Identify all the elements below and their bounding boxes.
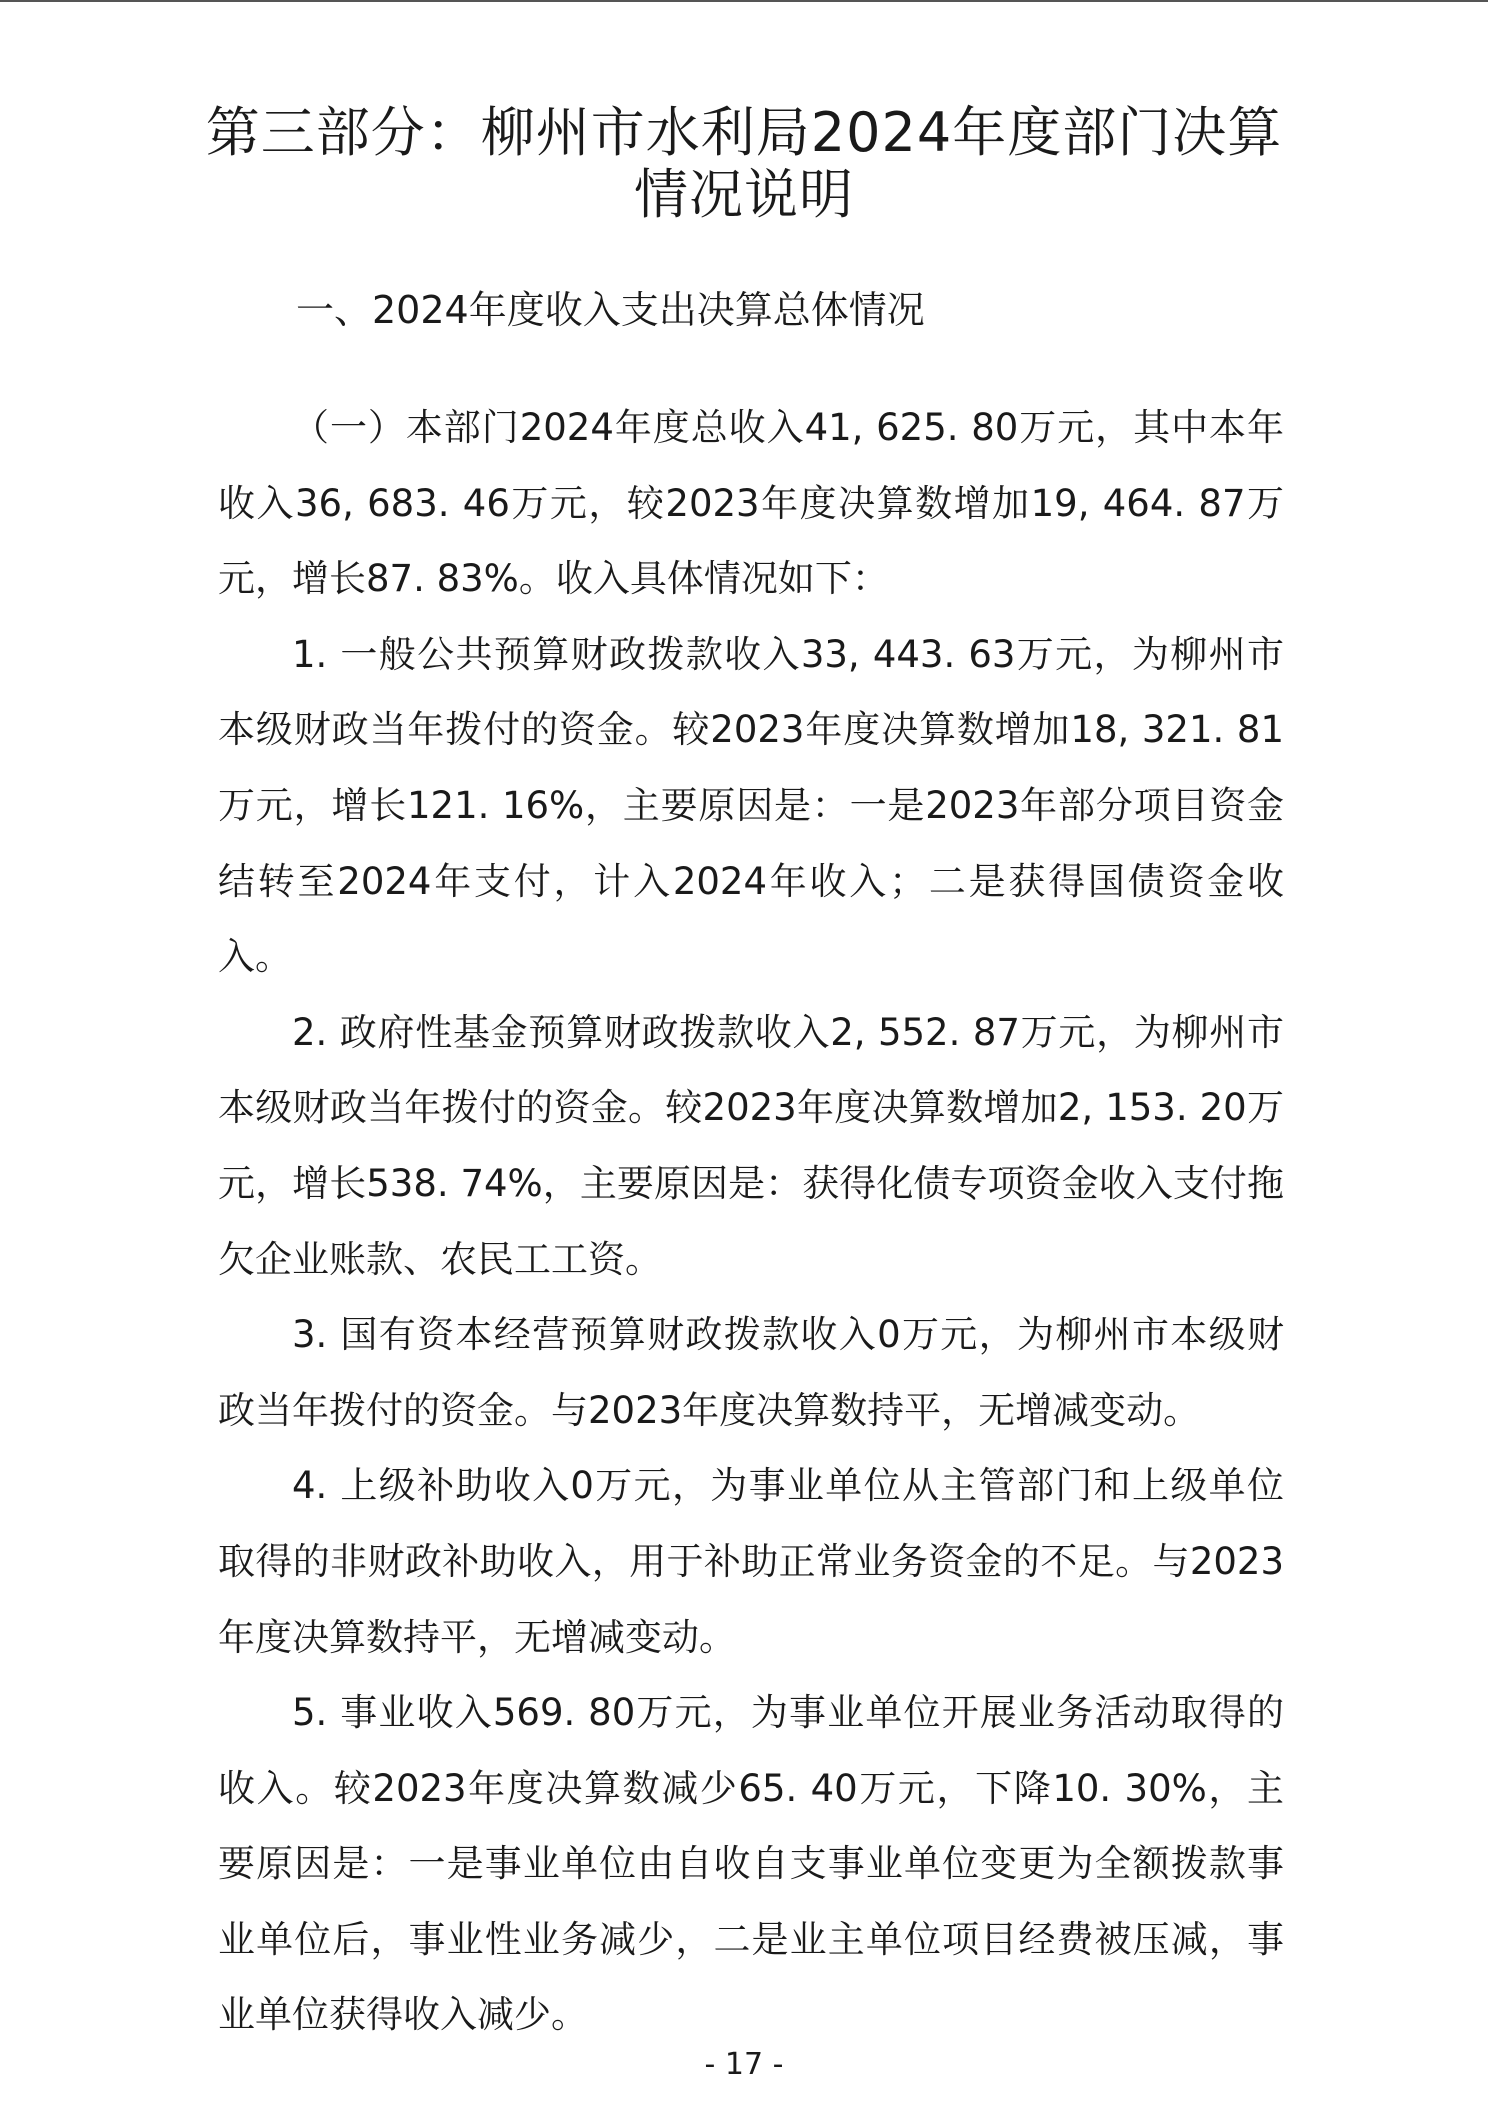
paragraph-total-income: （一）本部门2024年度总收入41, 625. 80万元，其中本年收入36, 683. 46万元，较2023年度决算数增加19, 464. 87万元，增长87. 83%。收入具体情况如下： xyxy=(218,406,1284,601)
document-body xyxy=(218,390,1284,2053)
section-heading: 一、2024年度收入支出决算总体情况 xyxy=(296,288,925,332)
paragraph-fund-budget: 2. 政府性基金预算财政拨款收入2, 552. 87万元，为柳州市本级财政当年拨付的资金。较2023年度决算数增加2, 153. 20万元，增长538. 74%，主要原因是：获得化债专项资金收入支付拖欠企业账款、农民工工资。 xyxy=(218,1010,1284,1281)
paragraph-superior-subsidy: 4. 上级补助收入0万元，为事业单位从主管部门和上级单位取得的非财政补助收入，用于补助正常业务资金的不足。与2023年度决算数持平，无增减变动。 xyxy=(218,1464,1284,1659)
paragraph-business-income: 5. 事业收入569. 80万元，为事业单位开展业务活动取得的收入。较2023年度决算数减少65. 40万元，下降10. 30%，主要原因是：一是事业单位由自收自支事业单位变更为全额拨款事业单位后，事业性业务减少，二是业主单位项目经费被压减，事业单位获得收入减少。 xyxy=(218,1691,1284,2037)
paragraph-state-capital: 3. 国有资本经营预算财政拨款收入0万元，为柳州市本级财政当年拨付的资金。与2023年度决算数持平，无增减变动。 xyxy=(218,1313,1284,1432)
page-number: - 17 - xyxy=(704,2047,784,2082)
paragraph-general-budget: 1. 一般公共预算财政拨款收入33, 443. 63万元，为柳州市本级财政当年拨付的资金。较2023年度决算数增加18, 321. 81万元，增长121. 16%，主要原因是：一是2023年部分项目资金结转至2024年支付，计入2024年收入；二是获得国债资金收入。 xyxy=(218,632,1284,979)
document-title: 第三部分：柳州市水利局2024年度部门决算情况说明 xyxy=(205,101,1283,226)
